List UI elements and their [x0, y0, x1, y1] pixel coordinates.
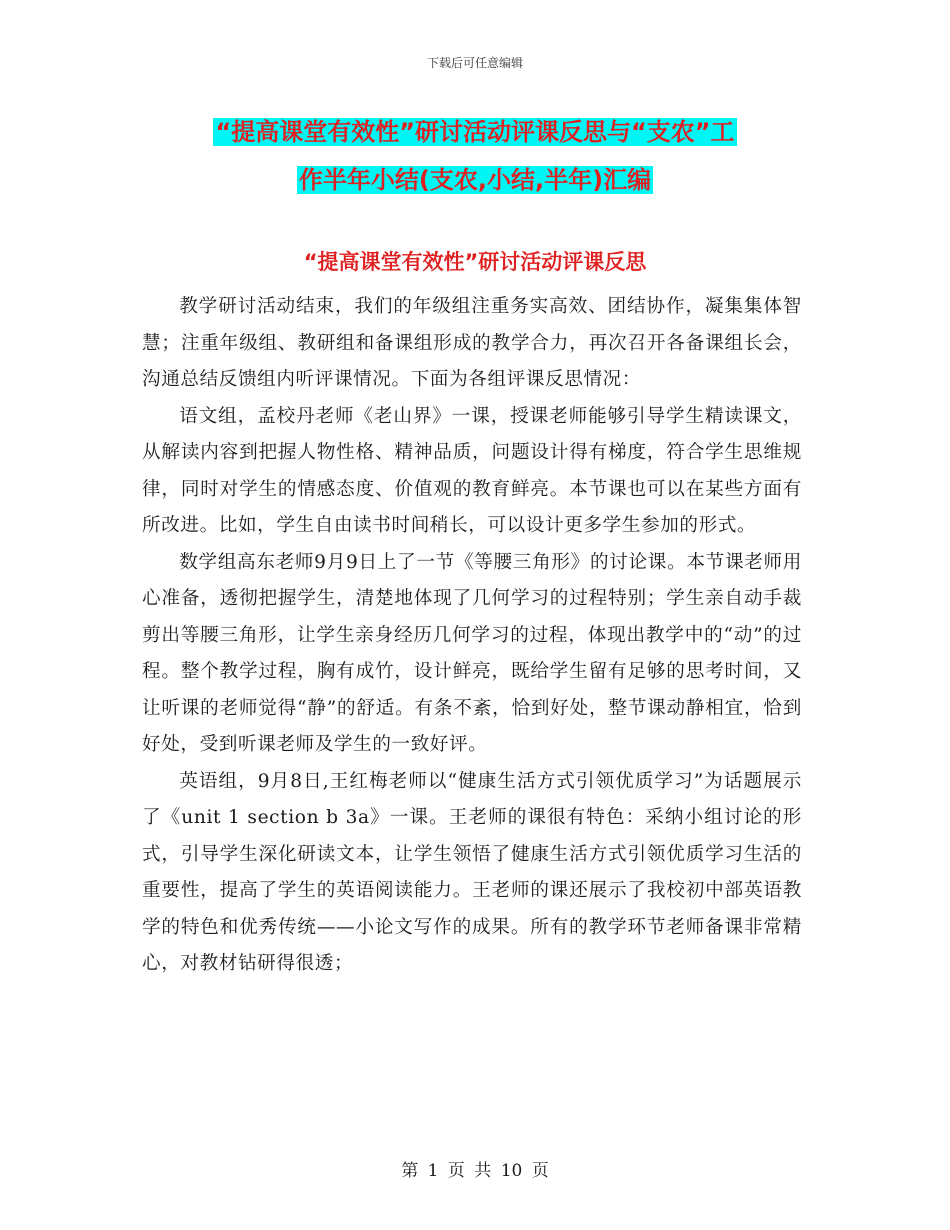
paragraph-chinese-group: 语文组，孟校丹老师《老山界》一课，授课老师能够引导学生精读课文，从解读内容到把握人物性格、精神品质，问题设计得有梯度，符合学生思维规律，同时对学生的情感态度、价值观的教育鲜亮。本节课也可以在某些方面有所改进。比如，学生自由读书时间稍长，可以设计更多学生参加的形式。: [142, 405, 802, 536]
paragraph-math-group: 数学组高东老师9月9日上了一节《等腰三角形》的讨论课。本节课老师用心准备，透彻把握学生，清楚地体现了几何学习的过程特别；学生亲自动手裁剪出等腰三角形，让学生亲身经历几何学习的过程，体现出教学中的“动”的过程。整个教学过程，胸有成竹，设计鲜亮，既给学生留有足够的思考时间，又让听课的老师觉得“静”的舒适。有条不紊，恰到好处，整节课动静相宜，恰到好处，受到听课老师及学生的一致好评。: [142, 551, 802, 755]
paragraph-english-group: 英语组，9月8日,王红梅老师以“健康生活方式引领优质学习”为话题展示了《unit 1 section b 3a》一课。王老师的课很有特色：采纳小组讨论的形式，引导学生深化研读文本，让学生领悟了健康生活方式引领优质学习生活的重要性，提高了学生的英语阅读能力。王老师的课还展示了我校初中部英语教学的特色和优秀传统——小论文写作的成果。所有的教学环节老师备课非常精心，对教材钻研得很透；: [142, 770, 802, 974]
section-title: “提高课堂有效性”研讨活动评课反思: [303, 250, 647, 274]
body-text: [142, 289, 802, 983]
page-footer: 第 1 页 共 10 页: [401, 1161, 549, 1181]
document-title-line-2: 作半年小结(支农,小结,半年)汇编: [298, 166, 652, 194]
paragraph-intro: 教学研讨活动结束，我们的年级组注重务实高效、团结协作，凝集集体智慧；注重年级组、教研组和备课组形成的教学合力，再次召开各备课组长会，沟通总结反馈组内听评课情况。下面为各组评课反思情况：: [142, 296, 802, 390]
page-header-note: 下载后可任意编辑: [426, 56, 523, 70]
document-title-line-1: “提高课堂有效性”研讨活动评课反思与“支农”工: [215, 118, 735, 146]
document-title: [0, 108, 950, 204]
